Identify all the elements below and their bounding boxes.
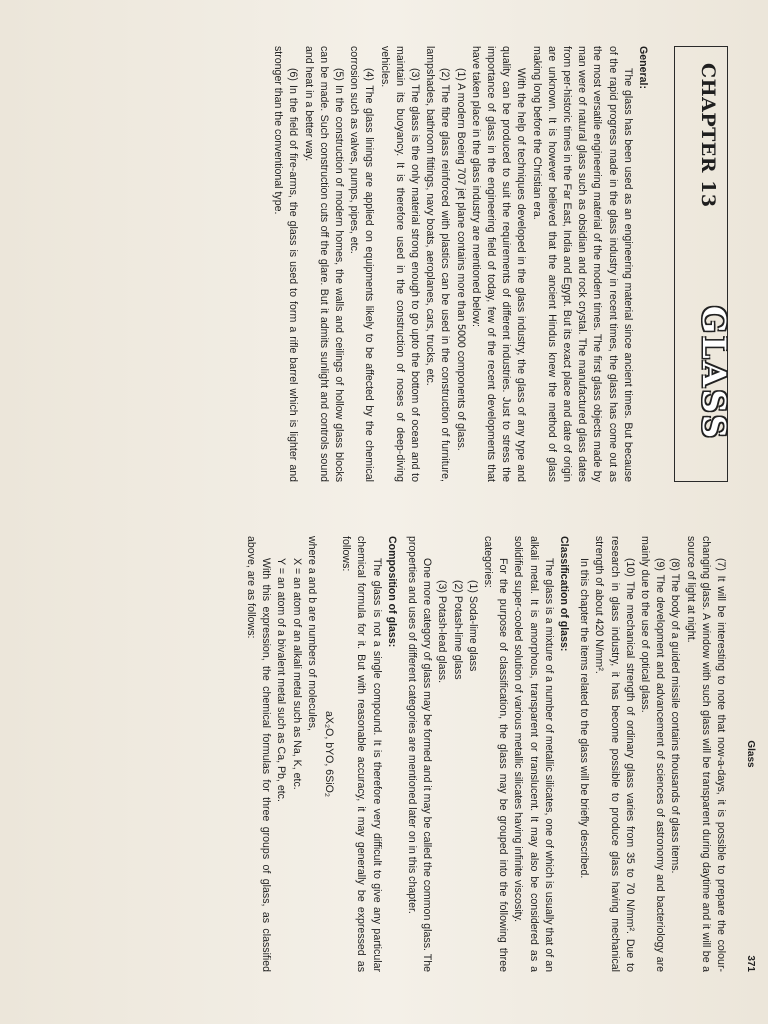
left-column [270,46,733,482]
running-head [740,536,756,972]
chapter-label: CHAPTER 13 [697,63,719,208]
section-heading-classification: Classification of glass: [557,536,570,652]
paragraph: In this chapter the items related to the glass will be briefly described. [578,558,591,879]
category-item: (1) Soda-lime glass [466,580,479,672]
list-item: (5) In the construction of modern homes, the walls and ceilings of hollow glass blocks can be made. Such construction cuts off the glare. But it admits sunlight and controls sound and heat in a better way. [302,46,345,482]
running-head-title: Glass [745,740,756,768]
section-heading-general: General: [637,46,649,89]
paragraph: With the help of techniques developed in the glass industry, the glass of any type and quality can be produced to suit the requirements of different industries. Just to stress the importance of glass in the engineering field of today, few of the recent developments that have taken place in the glass industry are mentioned below: [469,46,528,482]
definition-x: X = an atom of an alkali metal such as Na, K, etc. [290,558,303,790]
page-number: 371 [745,955,756,972]
paragraph: One more category of glass may be formed and it may be called the common glass. The properties and uses of different categories are mentioned later on in this chapter. [405,536,434,972]
category-item: (2) Potash-lime glass [451,580,464,680]
chapter-title: GLASS [695,305,733,441]
paragraph: The glass is not a single compound. It is therefore very difficult to give any particular chemical formula for it. But with reasonable accuracy, it may generally be expressed as follows: [340,536,383,972]
list-item: (1) A modern Boeing 707 jet plane contains more than 5000 components of glass. [454,68,467,451]
list-item: (4) The glass linings are applied on equipments likely to be affected by the chemical corrosion such as valves, pumps, pipes, etc. [348,46,376,482]
list-item: (9) The development and advancement of sciences of astronomy and bacteriology are mainly due to the use of optical glass. [638,536,667,972]
paragraph: With this expression, the chemical formulas for three groups of glass, as classified above, are as follows: [244,536,273,972]
paragraph: where a and b are numbers of molecules, [305,536,318,731]
paragraph: For the purpose of classification, the glass may be grouped into the following three categories: [481,536,510,972]
list-item: (2) The fibre glass reinforced with plastics can be used in the construction of furniture, lampshades, bathroom fittings, navy boats, aeroplanes, cars, trucks, etc. [424,46,452,482]
paragraph: The glass is a mixture of a number of metallic silicates, one of which is usually that of an alkali metal. It is amorphous, transparent or translucent. It may also be considered as a solidified super-cooled solution of various metallic silicates having infinite viscosity. [512,536,555,972]
paragraph: The glass has been used as an engineering material since ancient times. But because of the rapid progress made in the glass industry in recent times, the glass has come out as the most versatile engineering material of the modern times. The first glass objects made by man were of natural glass such as obsidian and rock crystal. The manufactured glass dates from per-historic times in the Far East, India and Egypt. But its exact place and date of origin are unknown. It is however believed that the ancient Hindus knew the method of glass making long before the Christian era. [530,46,634,482]
list-item: (10) The mechanical strength of ordinary glass varies from 35 to 70 N/mm². Due to research in glass industry, it has become possible to produce glass having mechanical strength of about 420 N/mm². [593,536,636,972]
list-item: (8) The body of a guided missile contains thousands of glass items. [669,558,682,874]
chapter-header-box [674,46,733,482]
list-item: (3) The glass is the only material strong enough to go upto the bottom of ocean and to maintain its buoyancy. It is therefore used in the construction of noses of deep-diving vehicles. [378,46,421,482]
list-item: (7) It will be interesting to note that now-a-days, it is possible to prepare the colour-changing glass. A window with such glass will be transparent during daytime and it will be a source of light at night. [684,536,727,972]
right-column [243,536,728,972]
chemical-formula: aX₂O, bYO, 6SiO₂ [322,711,335,797]
section-heading-composition: Composition of glass: [385,536,398,648]
category-item: (3) Potash-lead glass. [436,580,449,684]
definition-y: Y = an atom of a bivalent metal such as Ca, Pb, etc. [275,558,288,802]
list-item: (6) In the field of fire-arms, the glass is used to form a rifle barrel which is lighter and stronger than the conventional type. [272,46,300,482]
